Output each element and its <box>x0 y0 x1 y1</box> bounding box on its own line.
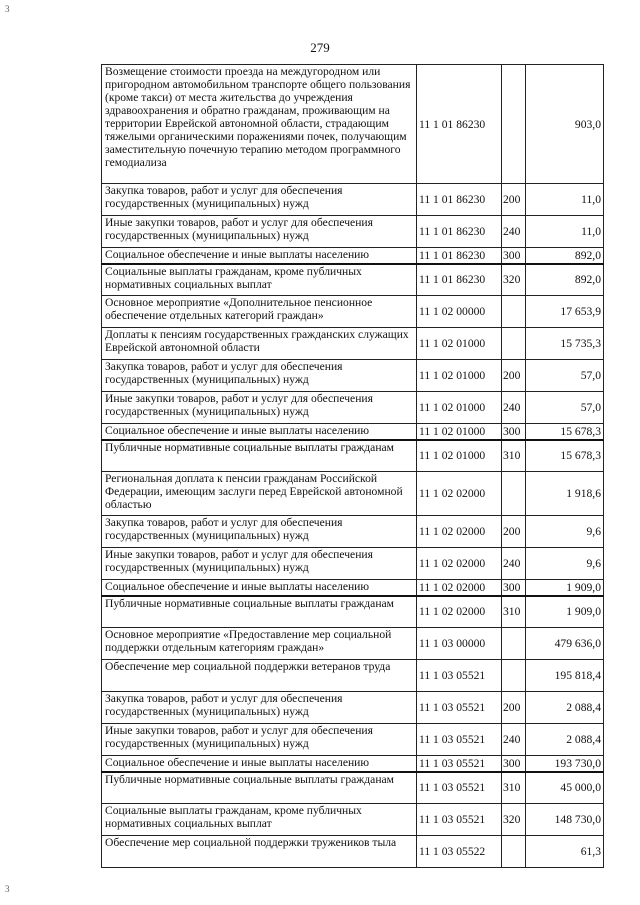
row-name: Публичные нормативные социальные выплаты гражданам <box>102 772 417 804</box>
budget-table <box>101 64 604 868</box>
row-amount: 9,6 <box>526 548 604 580</box>
table-row <box>102 65 604 184</box>
margin-mark-bottom: 3 <box>5 884 10 894</box>
table-row <box>102 296 604 328</box>
table-row <box>102 596 604 628</box>
row-name: Закупка товаров, работ и услуг для обеспечения государственных (муниципальных) нужд <box>102 692 417 724</box>
row-name: Социальное обеспечение и иные выплаты населению <box>102 756 417 772</box>
row-expense-type <box>502 65 526 184</box>
row-amount: 61,3 <box>526 836 604 868</box>
table-row <box>102 548 604 580</box>
row-code: 11 1 02 01000 <box>417 328 502 360</box>
row-expense-type: 240 <box>502 216 526 248</box>
row-code: 11 1 03 05521 <box>417 724 502 756</box>
row-amount: 11,0 <box>526 216 604 248</box>
row-name: Социальные выплаты гражданам, кроме публичных нормативных социальных выплат <box>102 264 417 296</box>
row-expense-type: 200 <box>502 184 526 216</box>
row-expense-type: 240 <box>502 392 526 424</box>
row-name: Обеспечение мер социальной поддержки ветеранов труда <box>102 660 417 692</box>
row-amount: 45 000,0 <box>526 772 604 804</box>
row-code: 11 1 01 86230 <box>417 65 502 184</box>
row-code: 11 1 03 00000 <box>417 628 502 660</box>
row-expense-type: 200 <box>502 692 526 724</box>
row-amount: 892,0 <box>526 264 604 296</box>
row-name: Иные закупки товаров, работ и услуг для обеспечения государственных (муниципальных) нужд <box>102 724 417 756</box>
row-code: 11 1 03 05521 <box>417 756 502 772</box>
row-expense-type: 300 <box>502 580 526 596</box>
table-row <box>102 804 604 836</box>
row-name: Социальное обеспечение и иные выплаты населению <box>102 424 417 440</box>
row-expense-type: 200 <box>502 516 526 548</box>
table-row <box>102 516 604 548</box>
row-name: Социальное обеспечение и иные выплаты населению <box>102 580 417 596</box>
table-row <box>102 216 604 248</box>
row-expense-type: 310 <box>502 772 526 804</box>
table-row <box>102 628 604 660</box>
table-row <box>102 184 604 216</box>
row-code: 11 1 01 86230 <box>417 216 502 248</box>
row-name: Основное мероприятие «Предоставление мер социальной поддержки отдельным категориям граждан» <box>102 628 417 660</box>
table-row <box>102 360 604 392</box>
table-row <box>102 440 604 472</box>
table-row <box>102 264 604 296</box>
row-name: Доплаты к пенсиям государственных гражданских служащих Еврейской автономной области <box>102 328 417 360</box>
row-amount: 195 818,4 <box>526 660 604 692</box>
row-code: 11 1 03 05521 <box>417 772 502 804</box>
row-code: 11 1 02 02000 <box>417 516 502 548</box>
table-row <box>102 328 604 360</box>
row-name: Иные закупки товаров, работ и услуг для обеспечения государственных (муниципальных) нужд <box>102 392 417 424</box>
row-expense-type: 310 <box>502 596 526 628</box>
row-amount: 15 678,3 <box>526 440 604 472</box>
row-name: Социальные выплаты гражданам, кроме публичных нормативных социальных выплат <box>102 804 417 836</box>
row-code: 11 1 02 01000 <box>417 424 502 440</box>
row-amount: 1 909,0 <box>526 596 604 628</box>
row-code: 11 1 01 86230 <box>417 264 502 296</box>
row-name: Закупка товаров, работ и услуг для обеспечения государственных (муниципальных) нужд <box>102 516 417 548</box>
row-code: 11 1 02 01000 <box>417 392 502 424</box>
row-code: 11 1 01 86230 <box>417 184 502 216</box>
row-expense-type: 200 <box>502 360 526 392</box>
row-code: 11 1 03 05522 <box>417 836 502 868</box>
row-code: 11 1 03 05521 <box>417 692 502 724</box>
row-expense-type <box>502 836 526 868</box>
row-code: 11 1 01 86230 <box>417 248 502 264</box>
row-amount: 57,0 <box>526 360 604 392</box>
row-amount: 148 730,0 <box>526 804 604 836</box>
table-row <box>102 756 604 772</box>
table-row <box>102 660 604 692</box>
row-name: Иные закупки товаров, работ и услуг для обеспечения государственных (муниципальных) нужд <box>102 216 417 248</box>
row-amount: 1 918,6 <box>526 472 604 516</box>
row-amount: 9,6 <box>526 516 604 548</box>
row-expense-type <box>502 660 526 692</box>
row-amount: 2 088,4 <box>526 692 604 724</box>
table-row <box>102 724 604 756</box>
table-row <box>102 472 604 516</box>
row-expense-type: 300 <box>502 756 526 772</box>
table-row <box>102 772 604 804</box>
row-expense-type: 320 <box>502 804 526 836</box>
table-row <box>102 836 604 868</box>
row-name: Социальное обеспечение и иные выплаты населению <box>102 248 417 264</box>
row-name: Публичные нормативные социальные выплаты гражданам <box>102 440 417 472</box>
row-code: 11 1 02 02000 <box>417 596 502 628</box>
row-amount: 15 678,3 <box>526 424 604 440</box>
row-code: 11 1 02 02000 <box>417 548 502 580</box>
row-name: Региональная доплата к пенсии гражданам Российской Федерации, имеющим заслуги перед Еврейской автономной областью <box>102 472 417 516</box>
row-amount: 479 636,0 <box>526 628 604 660</box>
row-amount: 1 909,0 <box>526 580 604 596</box>
row-expense-type: 240 <box>502 724 526 756</box>
row-expense-type: 300 <box>502 248 526 264</box>
row-expense-type <box>502 472 526 516</box>
margin-mark-top: 3 <box>5 4 10 14</box>
row-code: 11 1 02 01000 <box>417 440 502 472</box>
row-name: Возмещение стоимости проезда на междугородном или пригородном автомобильном транспорте общего пользования (кроме такси) от места жительства до учреждения здравоохранения и обратно гражданам, проживающим на территории Еврейской автономной области, страдающим тяжелыми органическими поражениями почек, получающим заместительную почечную терапию методом программного гемодиализа <box>102 65 417 184</box>
row-code: 11 1 02 00000 <box>417 296 502 328</box>
table-row <box>102 692 604 724</box>
row-name: Обеспечение мер социальной поддержки тружеников тыла <box>102 836 417 868</box>
row-amount: 11,0 <box>526 184 604 216</box>
row-amount: 892,0 <box>526 248 604 264</box>
row-expense-type: 320 <box>502 264 526 296</box>
row-name: Публичные нормативные социальные выплаты гражданам <box>102 596 417 628</box>
row-name: Основное мероприятие «Дополнительное пенсионное обеспечение отдельных категорий граждан» <box>102 296 417 328</box>
row-amount: 193 730,0 <box>526 756 604 772</box>
row-expense-type: 240 <box>502 548 526 580</box>
row-code: 11 1 03 05521 <box>417 804 502 836</box>
row-amount: 57,0 <box>526 392 604 424</box>
row-expense-type: 310 <box>502 440 526 472</box>
row-code: 11 1 02 02000 <box>417 472 502 516</box>
row-code: 11 1 02 01000 <box>417 360 502 392</box>
table-row <box>102 248 604 264</box>
page-number: 279 <box>310 40 330 55</box>
row-expense-type <box>502 628 526 660</box>
row-expense-type: 300 <box>502 424 526 440</box>
row-name: Иные закупки товаров, работ и услуг для обеспечения государственных (муниципальных) нужд <box>102 548 417 580</box>
row-amount: 2 088,4 <box>526 724 604 756</box>
row-name: Закупка товаров, работ и услуг для обеспечения государственных (муниципальных) нужд <box>102 184 417 216</box>
row-code: 11 1 03 05521 <box>417 660 502 692</box>
table-row <box>102 392 604 424</box>
row-amount: 15 735,3 <box>526 328 604 360</box>
row-amount: 17 653,9 <box>526 296 604 328</box>
row-code: 11 1 02 02000 <box>417 580 502 596</box>
table-row <box>102 580 604 596</box>
row-expense-type <box>502 296 526 328</box>
row-expense-type <box>502 328 526 360</box>
row-name: Закупка товаров, работ и услуг для обеспечения государственных (муниципальных) нужд <box>102 360 417 392</box>
row-amount: 903,0 <box>526 65 604 184</box>
table-row <box>102 424 604 440</box>
